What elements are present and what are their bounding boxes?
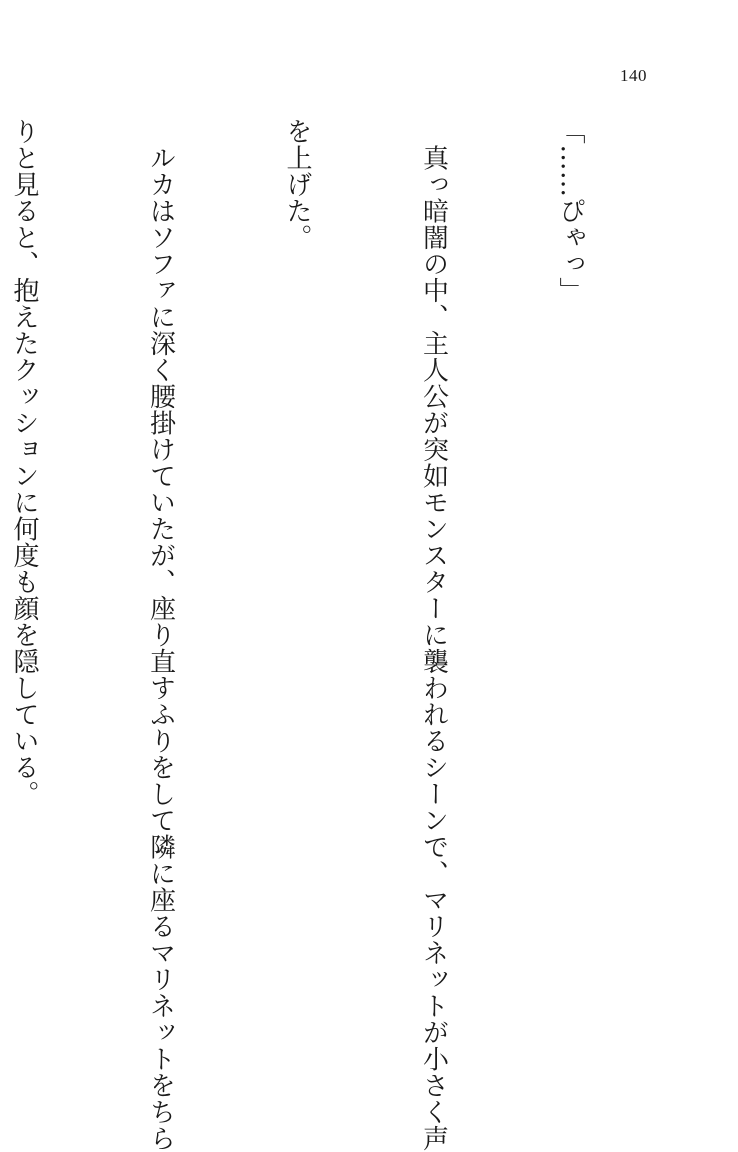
page-number: 140 — [620, 66, 647, 85]
text-line: りと見ると、抱えたクッションに何度も顔を隠している。 — [9, 118, 39, 807]
text-line: を上げた。 — [282, 118, 312, 251]
body-text — [9, 118, 683, 1152]
text-line: 「……ぴゃっ」 — [555, 118, 585, 304]
text-line: ルカはソファに深く腰掛けていたが、座り直すふりをして隣に座るマリネットをちら — [145, 118, 176, 1152]
text-line: 真っ暗闇の中、主人公が突如モンスターに襲われるシーンで、マリネットが小さく声 — [418, 118, 449, 1152]
